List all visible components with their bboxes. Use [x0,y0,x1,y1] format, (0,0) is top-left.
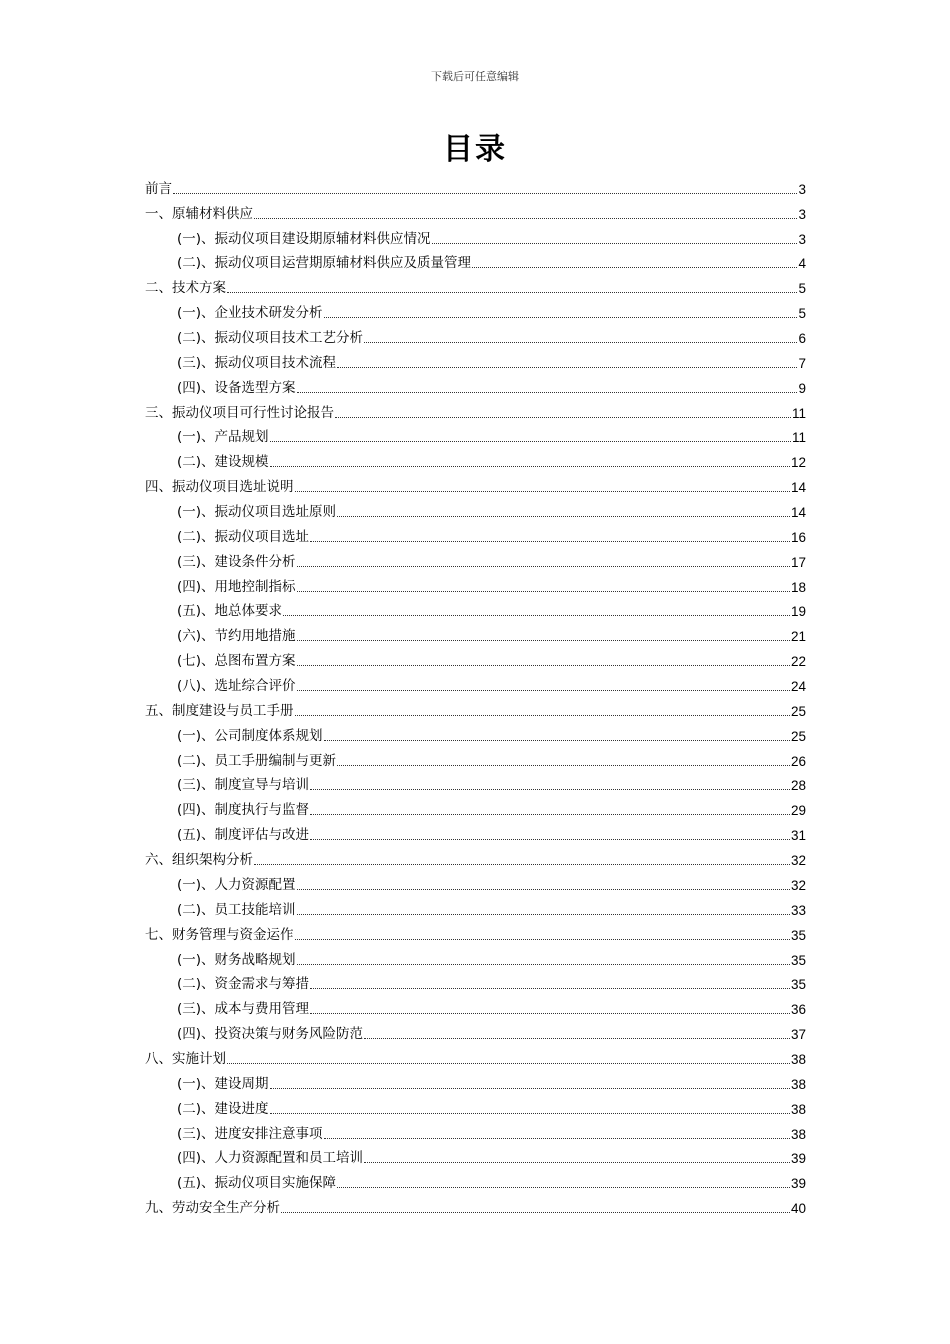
toc-entry[interactable] [145,820,806,845]
toc-entry-page-number: 3 [798,231,806,247]
toc-dot-leader [297,566,790,567]
toc-entry-title: (六)、节约用地措施 [177,628,296,645]
toc-entry-page-number: 5 [798,306,806,322]
toc-entry-title: (一)、财务战略规划 [177,951,296,968]
toc-entry[interactable] [145,870,806,895]
toc-dot-leader [227,292,797,293]
toc-entry-page-number: 38 [790,1051,806,1067]
toc-entry-page-number: 17 [790,554,806,570]
toc-dot-leader [281,1212,790,1213]
toc-entry-title: (一)、人力资源配置 [177,876,296,893]
toc-entry[interactable] [145,597,806,622]
toc-dot-leader [227,1063,790,1064]
toc-entry[interactable] [145,447,806,472]
toc-entry[interactable] [145,646,806,671]
toc-dot-leader [297,640,790,641]
toc-entry[interactable] [145,1193,806,1218]
toc-entry-page-number: 12 [790,455,806,471]
toc-entry-page-number: 14 [790,505,806,521]
toc-entry-page-number: 37 [790,1027,806,1043]
toc-entry[interactable] [145,572,806,597]
toc-entry-page-number: 26 [790,753,806,769]
toc-entry-title: 前言 [145,180,172,197]
toc-entry-title: (二)、振动仪项目选址 [177,528,310,545]
toc-entry-title: (四)、投资决策与财务风险防范 [177,1026,364,1043]
toc-dot-leader [310,839,790,840]
toc-entry-title: (一)、振动仪项目建设期原辅材料供应情况 [177,230,431,247]
toc-entry-page-number: 9 [798,380,806,396]
toc-entry-title: 九、劳动安全生产分析 [145,1200,280,1217]
toc-entry-page-number: 29 [790,803,806,819]
toc-dot-leader [310,988,790,989]
toc-dot-leader [297,914,790,915]
toc-entry-page-number: 38 [790,1101,806,1117]
toc-dot-leader [297,964,790,965]
toc-entry-page-number: 11 [791,430,806,446]
toc-entry-title: (一)、公司制度体系规划 [177,727,323,744]
toc-dot-leader [337,516,790,517]
toc-entry-title: (七)、总图布置方案 [177,653,296,670]
toc-entry[interactable] [145,398,806,423]
toc-entry-title: (四)、制度执行与监督 [177,802,310,819]
toc-entry[interactable] [145,224,806,249]
toc-dot-leader [270,1088,790,1089]
toc-entry-title: (二)、员工手册编制与更新 [177,752,337,769]
toc-dot-leader [270,1113,790,1114]
toc-entry-title: 四、振动仪项目选址说明 [145,479,294,496]
toc-entry-page-number: 16 [790,529,806,545]
toc-entry[interactable] [145,1094,806,1119]
toc-entry[interactable] [145,1119,806,1144]
toc-entry-page-number: 38 [790,1076,806,1092]
toc-dot-leader [297,690,790,691]
toc-entry-page-number: 7 [798,355,806,371]
toc-dot-leader [472,267,797,268]
toc-entry-page-number: 28 [790,778,806,794]
toc-dot-leader [295,491,790,492]
toc-dot-leader [324,740,790,741]
toc-dot-leader [254,864,790,865]
toc-entry-page-number: 38 [790,1126,806,1142]
toc-entry[interactable] [145,174,806,199]
toc-entry-title: (三)、建设条件分析 [177,553,296,570]
toc-entry-page-number: 18 [790,579,806,595]
toc-entry[interactable] [145,746,806,771]
toc-entry[interactable] [145,721,806,746]
toc-entry[interactable] [145,497,806,522]
toc-entry-page-number: 25 [790,728,806,744]
toc-entry[interactable] [145,273,806,298]
toc-entry[interactable] [145,1144,806,1169]
toc-entry[interactable] [145,1044,806,1069]
toc-entry[interactable] [145,845,806,870]
toc-entry[interactable] [145,696,806,721]
toc-entry-title: (一)、振动仪项目选址原则 [177,504,337,521]
toc-entry-title: (三)、振动仪项目技术流程 [177,354,337,371]
toc-entry-title: 五、制度建设与员工手册 [145,702,294,719]
toc-entry-title: (四)、用地控制指标 [177,578,296,595]
toc-entry[interactable] [145,423,806,448]
toc-entry-page-number: 35 [790,927,806,943]
toc-entry-title: (二)、员工技能培训 [177,901,296,918]
toc-entry-title: 三、振动仪项目可行性讨论报告 [145,404,334,421]
toc-entry-title: (二)、振动仪项目技术工艺分析 [177,330,364,347]
toc-dot-leader [295,715,790,716]
toc-entry-page-number: 39 [790,1176,806,1192]
toc-entry-page-number: 33 [790,902,806,918]
toc-entry[interactable] [145,895,806,920]
toc-dot-leader [432,243,798,244]
toc-entry-page-number: 21 [790,629,806,645]
toc-entry-title: 六、组织架构分析 [145,852,253,869]
toc-entry-title: (八)、选址综合评价 [177,678,296,695]
toc-entry-title: 二、技术方案 [145,280,226,297]
toc-dot-leader [254,218,797,219]
toc-dot-leader [297,665,790,666]
toc-entry-title: (二)、建设进度 [177,1100,269,1117]
toc-entry-page-number: 32 [790,877,806,893]
toc-entry[interactable] [145,671,806,696]
toc-entry-title: (三)、成本与费用管理 [177,1001,310,1018]
toc-entry-title: (五)、制度评估与改进 [177,827,310,844]
toc-entry[interactable] [145,1019,806,1044]
toc-entry[interactable] [145,1069,806,1094]
toc-list [145,174,806,1218]
toc-dot-leader [337,765,790,766]
toc-dot-leader [335,417,791,418]
toc-dot-leader [283,615,790,616]
toc-entry-page-number: 3 [798,181,806,197]
toc-entry-page-number: 22 [790,654,806,670]
toc-entry-title: (一)、企业技术研发分析 [177,305,323,322]
toc-entry-page-number: 4 [798,256,806,272]
toc-entry-title: (二)、资金需求与筹措 [177,976,310,993]
toc-dot-leader [173,193,797,194]
toc-entry-page-number: 35 [790,977,806,993]
toc-entry-page-number: 24 [790,679,806,695]
toc-entry-page-number: 35 [790,952,806,968]
toc-entry-title: (四)、设备选型方案 [177,379,296,396]
toc-dot-leader [270,441,791,442]
toc-entry-page-number: 25 [790,703,806,719]
toc-dot-leader [364,342,797,343]
toc-entry[interactable] [145,199,806,224]
toc-entry-page-number: 19 [790,604,806,620]
toc-entry-title: (四)、人力资源配置和员工培训 [177,1150,364,1167]
toc-dot-leader [310,1013,790,1014]
toc-dot-leader [297,889,790,890]
toc-dot-leader [364,1038,790,1039]
toc-entry[interactable] [145,795,806,820]
toc-entry-title: (一)、建设周期 [177,1075,269,1092]
toc-entry[interactable] [145,547,806,572]
toc-entry[interactable] [145,522,806,547]
toc-dot-leader [324,317,798,318]
toc-dot-leader [310,541,790,542]
toc-entry[interactable] [145,323,806,348]
toc-entry[interactable] [145,249,806,274]
toc-entry[interactable] [145,472,806,497]
toc-entry-page-number: 6 [798,331,806,347]
toc-entry-page-number: 5 [798,281,806,297]
toc-entry[interactable] [145,945,806,970]
toc-entry-title: (二)、建设规模 [177,454,269,471]
toc-entry-title: (三)、制度宣导与培训 [177,777,310,794]
toc-entry-page-number: 14 [790,480,806,496]
toc-entry-page-number: 11 [791,405,806,421]
toc-entry-title: (五)、地总体要求 [177,603,283,620]
toc-dot-leader [337,1187,790,1188]
toc-entry-page-number: 40 [790,1201,806,1217]
toc-entry[interactable] [145,970,806,995]
toc-dot-leader [270,466,790,467]
toc-entry-page-number: 31 [790,828,806,844]
toc-dot-leader [310,814,790,815]
toc-entry-title: (一)、产品规划 [177,429,269,446]
toc-entry[interactable] [145,373,806,398]
toc-entry-page-number: 39 [790,1151,806,1167]
toc-entry[interactable] [145,771,806,796]
toc-entry-title: (五)、振动仪项目实施保障 [177,1175,337,1192]
toc-entry-page-number: 3 [798,206,806,222]
toc-title: 目录 [443,132,507,167]
toc-entry[interactable] [145,994,806,1019]
toc-entry-title: 一、原辅材料供应 [145,205,253,222]
toc-dot-leader [310,789,790,790]
toc-entry-page-number: 32 [790,853,806,869]
toc-dot-leader [337,367,797,368]
toc-entry-title: (二)、振动仪项目运营期原辅材料供应及质量管理 [177,255,472,272]
toc-entry[interactable] [145,621,806,646]
toc-entry[interactable] [145,1168,806,1193]
toc-dot-leader [297,392,798,393]
toc-entry-page-number: 36 [790,1002,806,1018]
toc-dot-leader [324,1138,790,1139]
toc-entry-title: 七、财务管理与资金运作 [145,926,294,943]
toc-entry[interactable] [145,298,806,323]
toc-entry[interactable] [145,348,806,373]
toc-entry[interactable] [145,920,806,945]
toc-dot-leader [297,591,790,592]
toc-dot-leader [295,939,790,940]
header-note: 下载后可任意编辑 [431,70,519,83]
toc-dot-leader [364,1162,790,1163]
toc-entry-title: (三)、进度安排注意事项 [177,1125,323,1142]
toc-entry-title: 八、实施计划 [145,1050,226,1067]
